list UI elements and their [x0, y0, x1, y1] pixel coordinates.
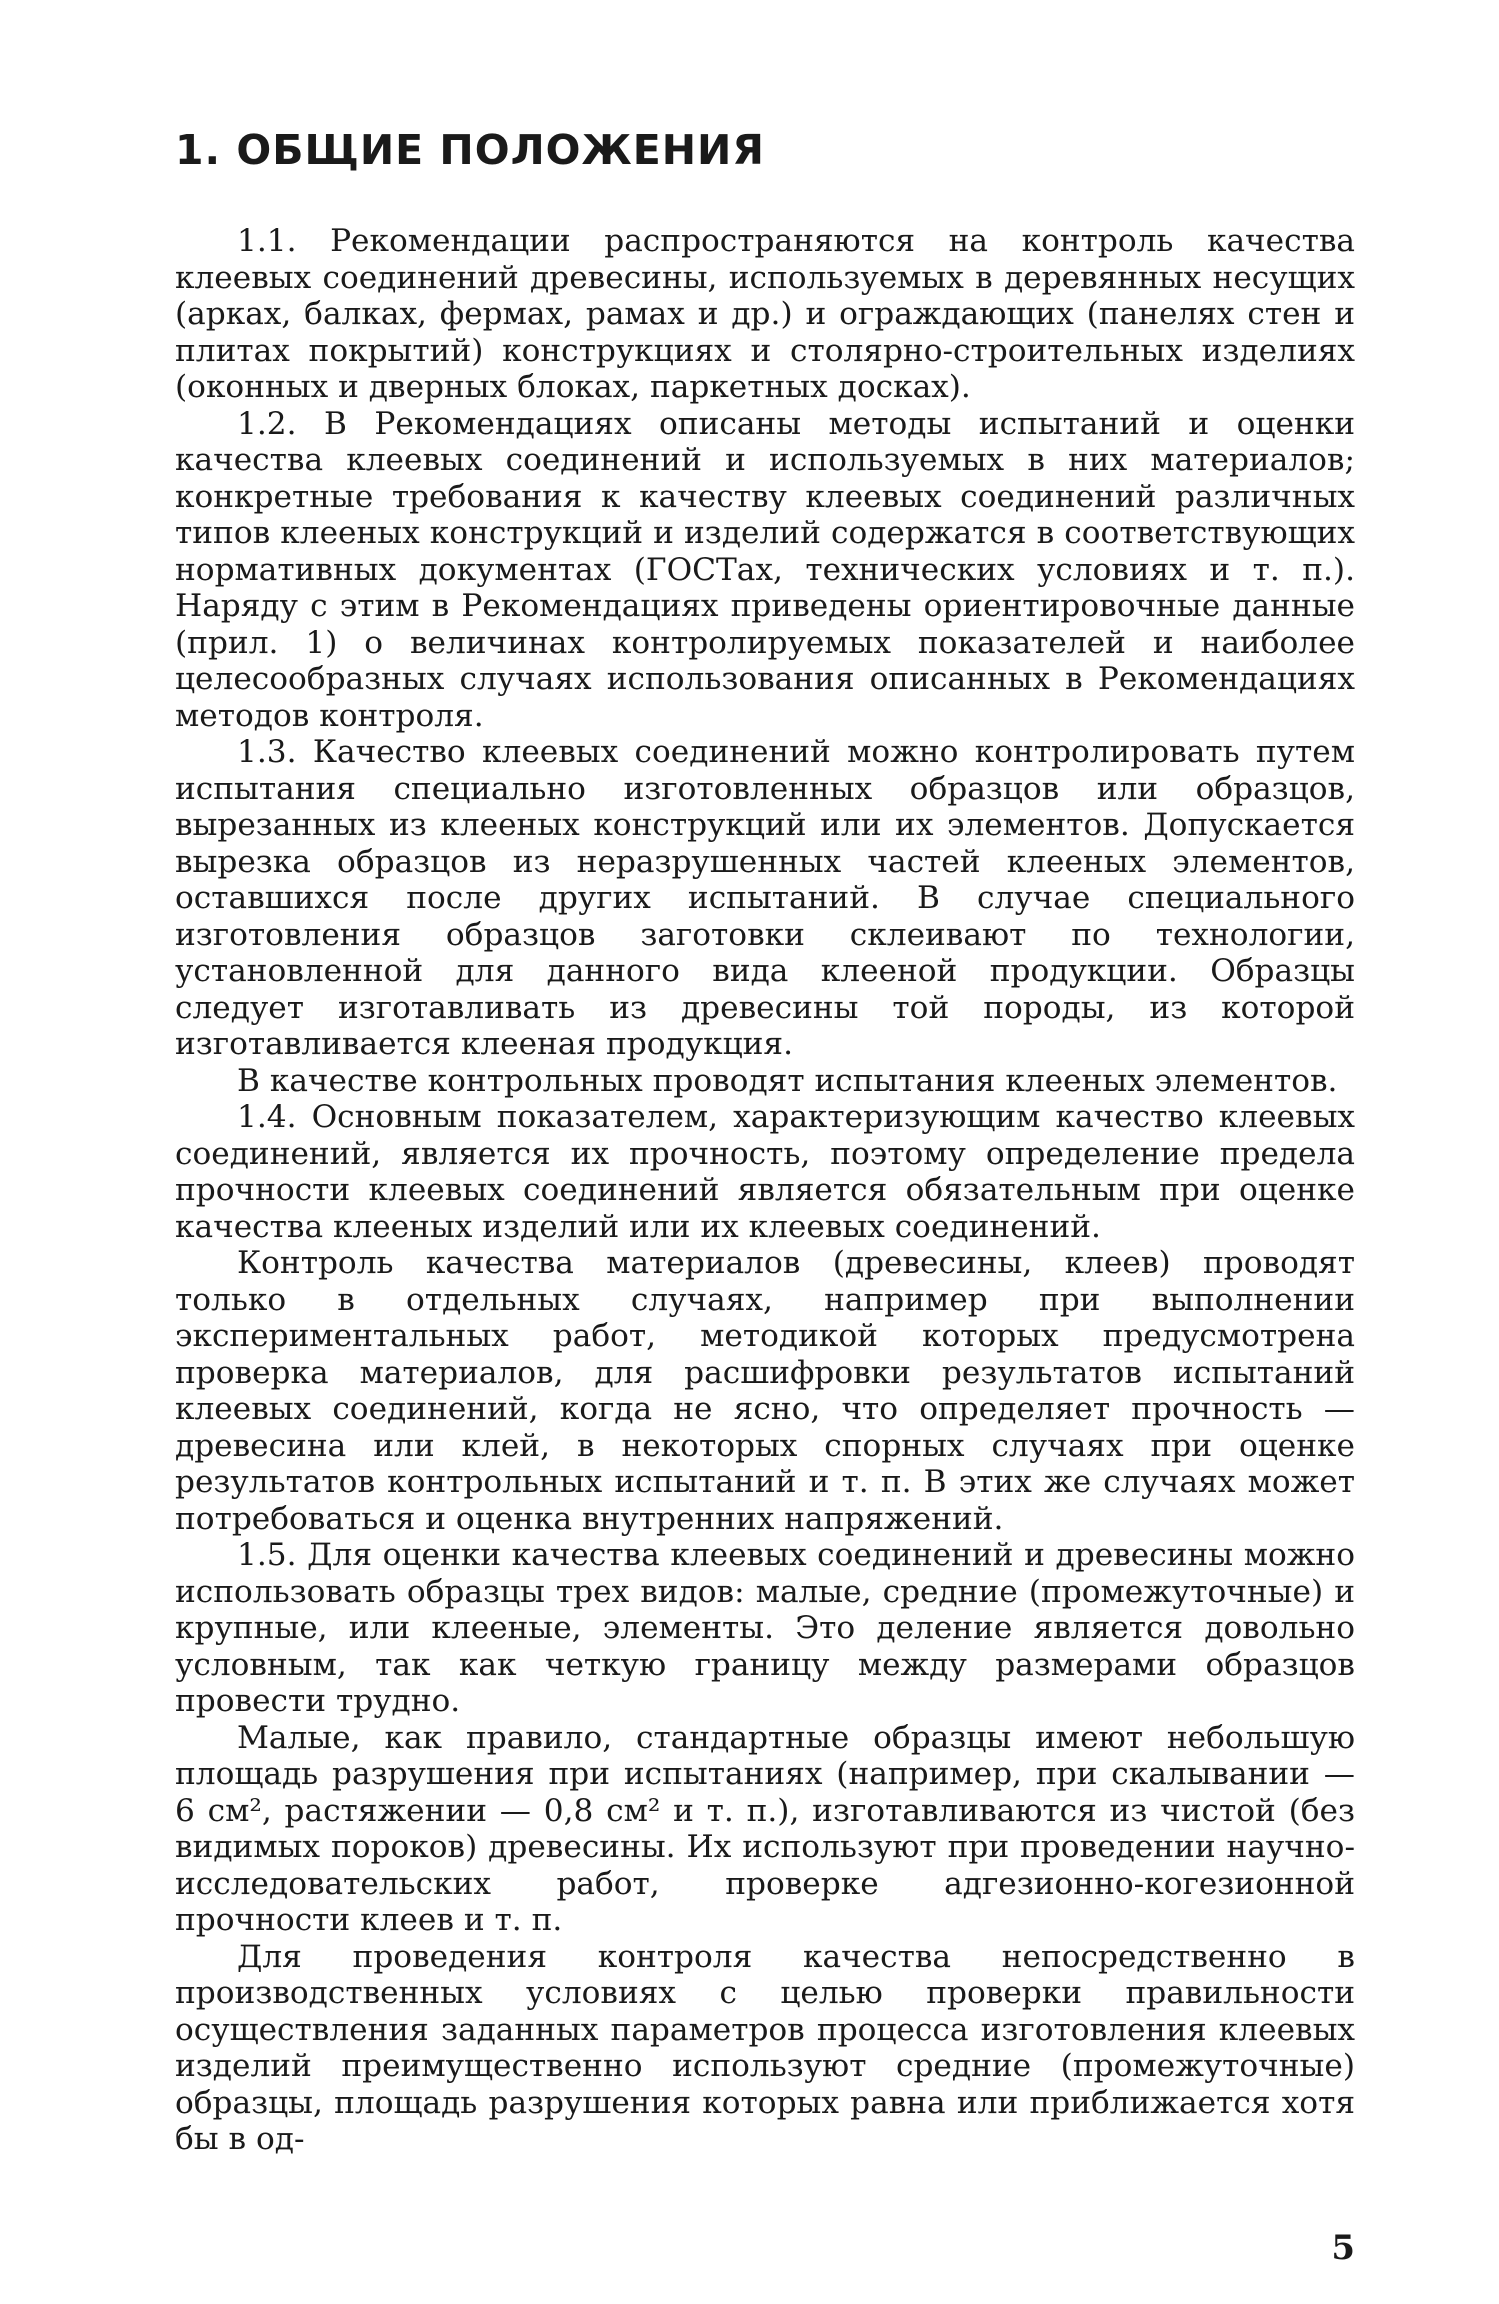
body-text — [175, 223, 1355, 2158]
section-heading: 1. ОБЩИЕ ПОЛОЖЕНИЯ — [175, 126, 765, 174]
paragraph-1-5: 1.5. Для оценки качества клеевых соединений и древесины можно использовать образцы трех видов: малые, средние (промежуточные) и крупные, или клееные, элементы. Это деление является довольно условным, так как четкую границу между размерами образцов провести трудно. — [175, 1537, 1355, 1720]
paragraph-production-control: Для проведения контроля качества непосредственно в производственных условиях с целью проверки правильности осуществления заданных параметров процесса изготовления клеевых изделий преимущественно используют средние (промежуточные) образцы, площадь разрушения которых равна или приближается хотя бы в од- — [175, 1938, 1355, 2158]
paragraph-materials-control: Контроль качества материалов (древесины, клеев) проводят только в отдельных случаях, например при выполнении экспериментальных работ, методикой которых предусмотрена проверка материалов, для расшифровки результатов испытаний клеевых соединений, когда не ясно, что определяет прочность — древесина или клей, в некоторых спорных случаях при оценке результатов контрольных испытаний и т. п. В этих же случаях может потребоваться и оценка внутренних напряжений. — [175, 1245, 1355, 1537]
paragraph-1-4: 1.4. Основным показателем, характеризующим качество клеевых соединений, является их прочность, поэтому определение предела прочности клеевых соединений является обязательным при оценке качества клееных изделий или их клеевых соединений. — [175, 1099, 1355, 1245]
paragraph-1-2: 1.2. В Рекомендациях описаны методы испытаний и оценки качества клеевых соединений и используемых в них материалов; конкретные требования к качеству клеевых соединений различных типов клееных конструкций и изделий содержатся в соответствующих нормативных документах (ГОСТах, технических условиях и т. п.). Наряду с этим в Рекомендациях приведены ориентировочные данные (прил. 1) о величинах контролируемых показателей и наиболее целесообразных случаях использования описанных в Рекомендациях методов контроля. — [175, 405, 1355, 734]
paragraph-1-3: 1.3. Качество клеевых соединений можно контролировать путем испытания специально изготовленных образцов или образцов, вырезанных из клееных конструкций или их элементов. Допускается вырезка образцов из неразрушенных частей клееных элементов, оставшихся после других испытаний. В случае специального изготовления образцов заготовки склеивают по технологии, установленной для данного вида клееной продукции. Образцы следует изготавливать из древесины той породы, из которой изготавливается клееная продукция. — [175, 734, 1355, 1063]
page-number: 5 — [1331, 2228, 1355, 2268]
document-page — [175, 128, 1355, 2268]
paragraph-1-1: 1.1. Рекомендации распространяются на контроль качества клеевых соединений древесины, используемых в деревянных несущих (арках, балках, фермах, рамах и др.) и ограждающих (панелях стен и плитах покрытий) конструкциях и столярно-строительных изделиях (оконных и дверных блоках, паркетных досках). — [175, 223, 1355, 406]
paragraph-control-elements: В качестве контрольных проводят испытания клееных элементов. — [237, 1062, 1338, 1099]
paragraph-small-samples: Малые, как правило, стандартные образцы имеют небольшую площадь разрушения при испытаниях (например, при скалывании — 6 см², растяжении — 0,8 см² и т. п.), изготавливаются из чистой (без видимых пороков) древесины. Их используют при проведении научно-исследовательских работ, проверке адгезионно-когезионной прочности клеев и т. п. — [175, 1719, 1355, 1939]
